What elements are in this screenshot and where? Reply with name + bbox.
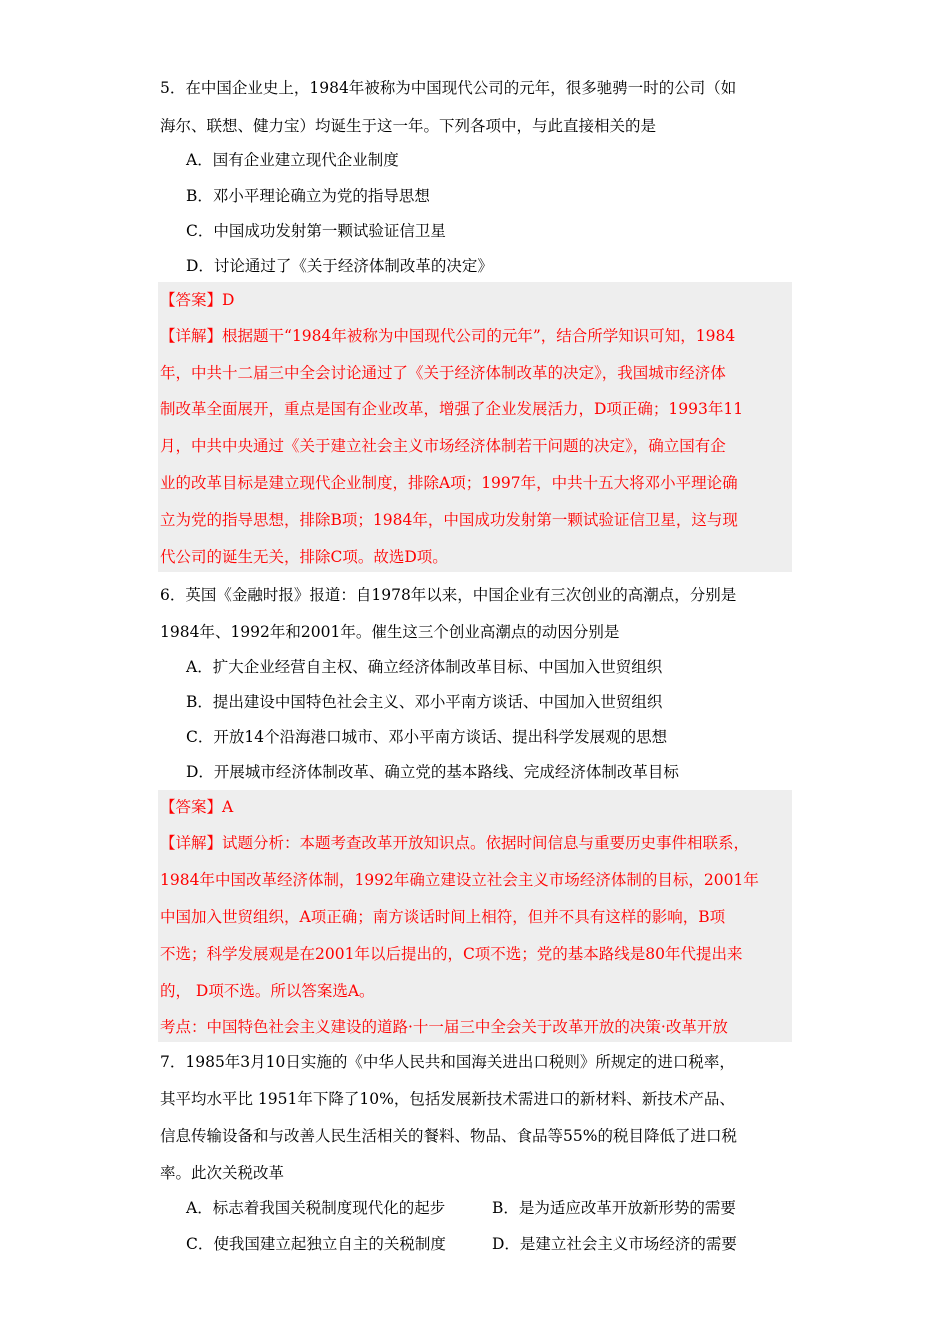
q6-detail-line-3: 中国加入世贸组织，A项正确；南方谈话时间上相符，但并不具有这样的影响，B项	[160, 908, 726, 926]
q5-stem-line-1: 5．在中国企业史上，1984年被称为中国现代公司的元年，很多驰骋一时的公司（如	[160, 79, 737, 97]
q7-option-d: D．是建立社会主义市场经济的需要	[492, 1235, 737, 1253]
q7-stem-line-3: 信息传输设备和与改善人民生活相关的餐料、物品、食品等55%的税目降低了进口税	[160, 1127, 737, 1145]
q6-detail-text-1: 试题分析：本题考查改革开放知识点。依据时间信息与重要历史事件相联系，	[222, 834, 750, 852]
q7-option-c: C．使我国建立起独立自主的关税制度	[186, 1235, 446, 1253]
q6-answer	[160, 797, 233, 817]
q6-stem-line-1: 6．英国《金融时报》报道：自1978年以来，中国企业有三次创业的高潮点，分别是	[160, 586, 737, 604]
q5-detail-line-1	[160, 326, 735, 346]
q5-detail-line-5: 业的改革目标是建立现代企业制度，排除A项；1997年，中共十五大将邓小平理论确	[160, 474, 738, 492]
q7-stem-line-2: 其平均水平比 1951年下降了10%，包括发展新技术需进口的新材料、新技术产品、	[160, 1090, 735, 1108]
q6-option-d: D．开展城市经济体制改革、确立党的基本路线、完成经济体制改革目标	[186, 763, 679, 781]
q6-answer-value: A	[222, 798, 234, 816]
q5-detail-line-6: 立为党的指导思想，排除B项；1984年，中国成功发射第一颗试验证信卫星，这与现	[160, 511, 738, 529]
q5-option-c: C．中国成功发射第一颗试验证信卫星	[186, 222, 446, 240]
q6-detail-line-2: 1984年中国改革经济体制，1992年确立建设立社会主义市场经济体制的目标，2001年	[160, 871, 759, 889]
q6-detail-line-4: 不选；科学发展观是在2001年以后提出的，C项不选；党的基本路线是80年代提出来	[160, 945, 743, 963]
q6-detail-label: 【详解】	[160, 834, 223, 852]
q6-detail-line-1	[160, 833, 749, 853]
q6-kaodian: 考点：中国特色社会主义建设的道路·十一届三中全会关于改革开放的决策·改革开放	[160, 1018, 728, 1036]
q7-option-b: B．是为适应改革开放新形势的需要	[492, 1199, 736, 1217]
q6-stem-line-2: 1984年、1992年和2001年。催生这三个创业高潮点的动因分别是	[160, 623, 620, 641]
q5-answer-label: 【答案】	[160, 291, 223, 309]
q6-detail-line-5: 的， D项不选。所以答案选A。	[160, 982, 375, 1000]
q6-option-a: A．扩大企业经营自主权、确立经济体制改革目标、中国加入世贸组织	[186, 658, 663, 676]
q6-option-b: B．提出建设中国特色社会主义、邓小平南方谈话、中国加入世贸组织	[186, 693, 663, 711]
q5-detail-line-2: 年，中共十二届三中全会讨论通过了《关于经济体制改革的决定》，我国城市经济体	[160, 364, 726, 382]
q6-answer-label: 【答案】	[160, 798, 223, 816]
q5-stem-line-2: 海尔、联想、健力宝）均诞生于这一年。下列各项中，与此直接相关的是	[160, 117, 657, 135]
q5-answer	[160, 290, 234, 310]
q5-option-b: B．邓小平理论确立为党的指导思想	[186, 187, 430, 205]
q5-detail-text-1: 根据题干“1984年被称为中国现代公司的元年”，结合所学知识可知，1984	[222, 327, 736, 345]
q6-option-c: C．开放14个沿海港口城市、邓小平南方谈话、提出科学发展观的思想	[186, 728, 668, 746]
q5-detail-line-7: 代公司的诞生无关，排除C项。故选D项。	[160, 548, 448, 566]
q7-stem-line-4: 率。此次关税改革	[160, 1164, 285, 1182]
q5-detail-line-4: 月，中共中央通过《关于建立社会主义市场经济体制若干问题的决定》，确立国有企	[160, 437, 726, 455]
q5-detail-line-3: 制改革全面展开，重点是国有企业改革，增强了企业发展活力，D项正确；1993年11	[160, 400, 744, 418]
q5-option-d: D．讨论通过了《关于经济体制改革的决定》	[186, 257, 493, 275]
q5-detail-label: 【详解】	[160, 327, 223, 345]
q5-answer-value: D	[222, 291, 235, 309]
q7-option-a: A．标志着我国关税制度现代化的起步	[186, 1199, 446, 1217]
q7-stem-line-1: 7．1985年3月10日实施的《中华人民共和国海关进出口税则》所规定的进口税率，	[160, 1053, 735, 1071]
q5-option-a: A．国有企业建立现代企业制度	[186, 151, 399, 169]
